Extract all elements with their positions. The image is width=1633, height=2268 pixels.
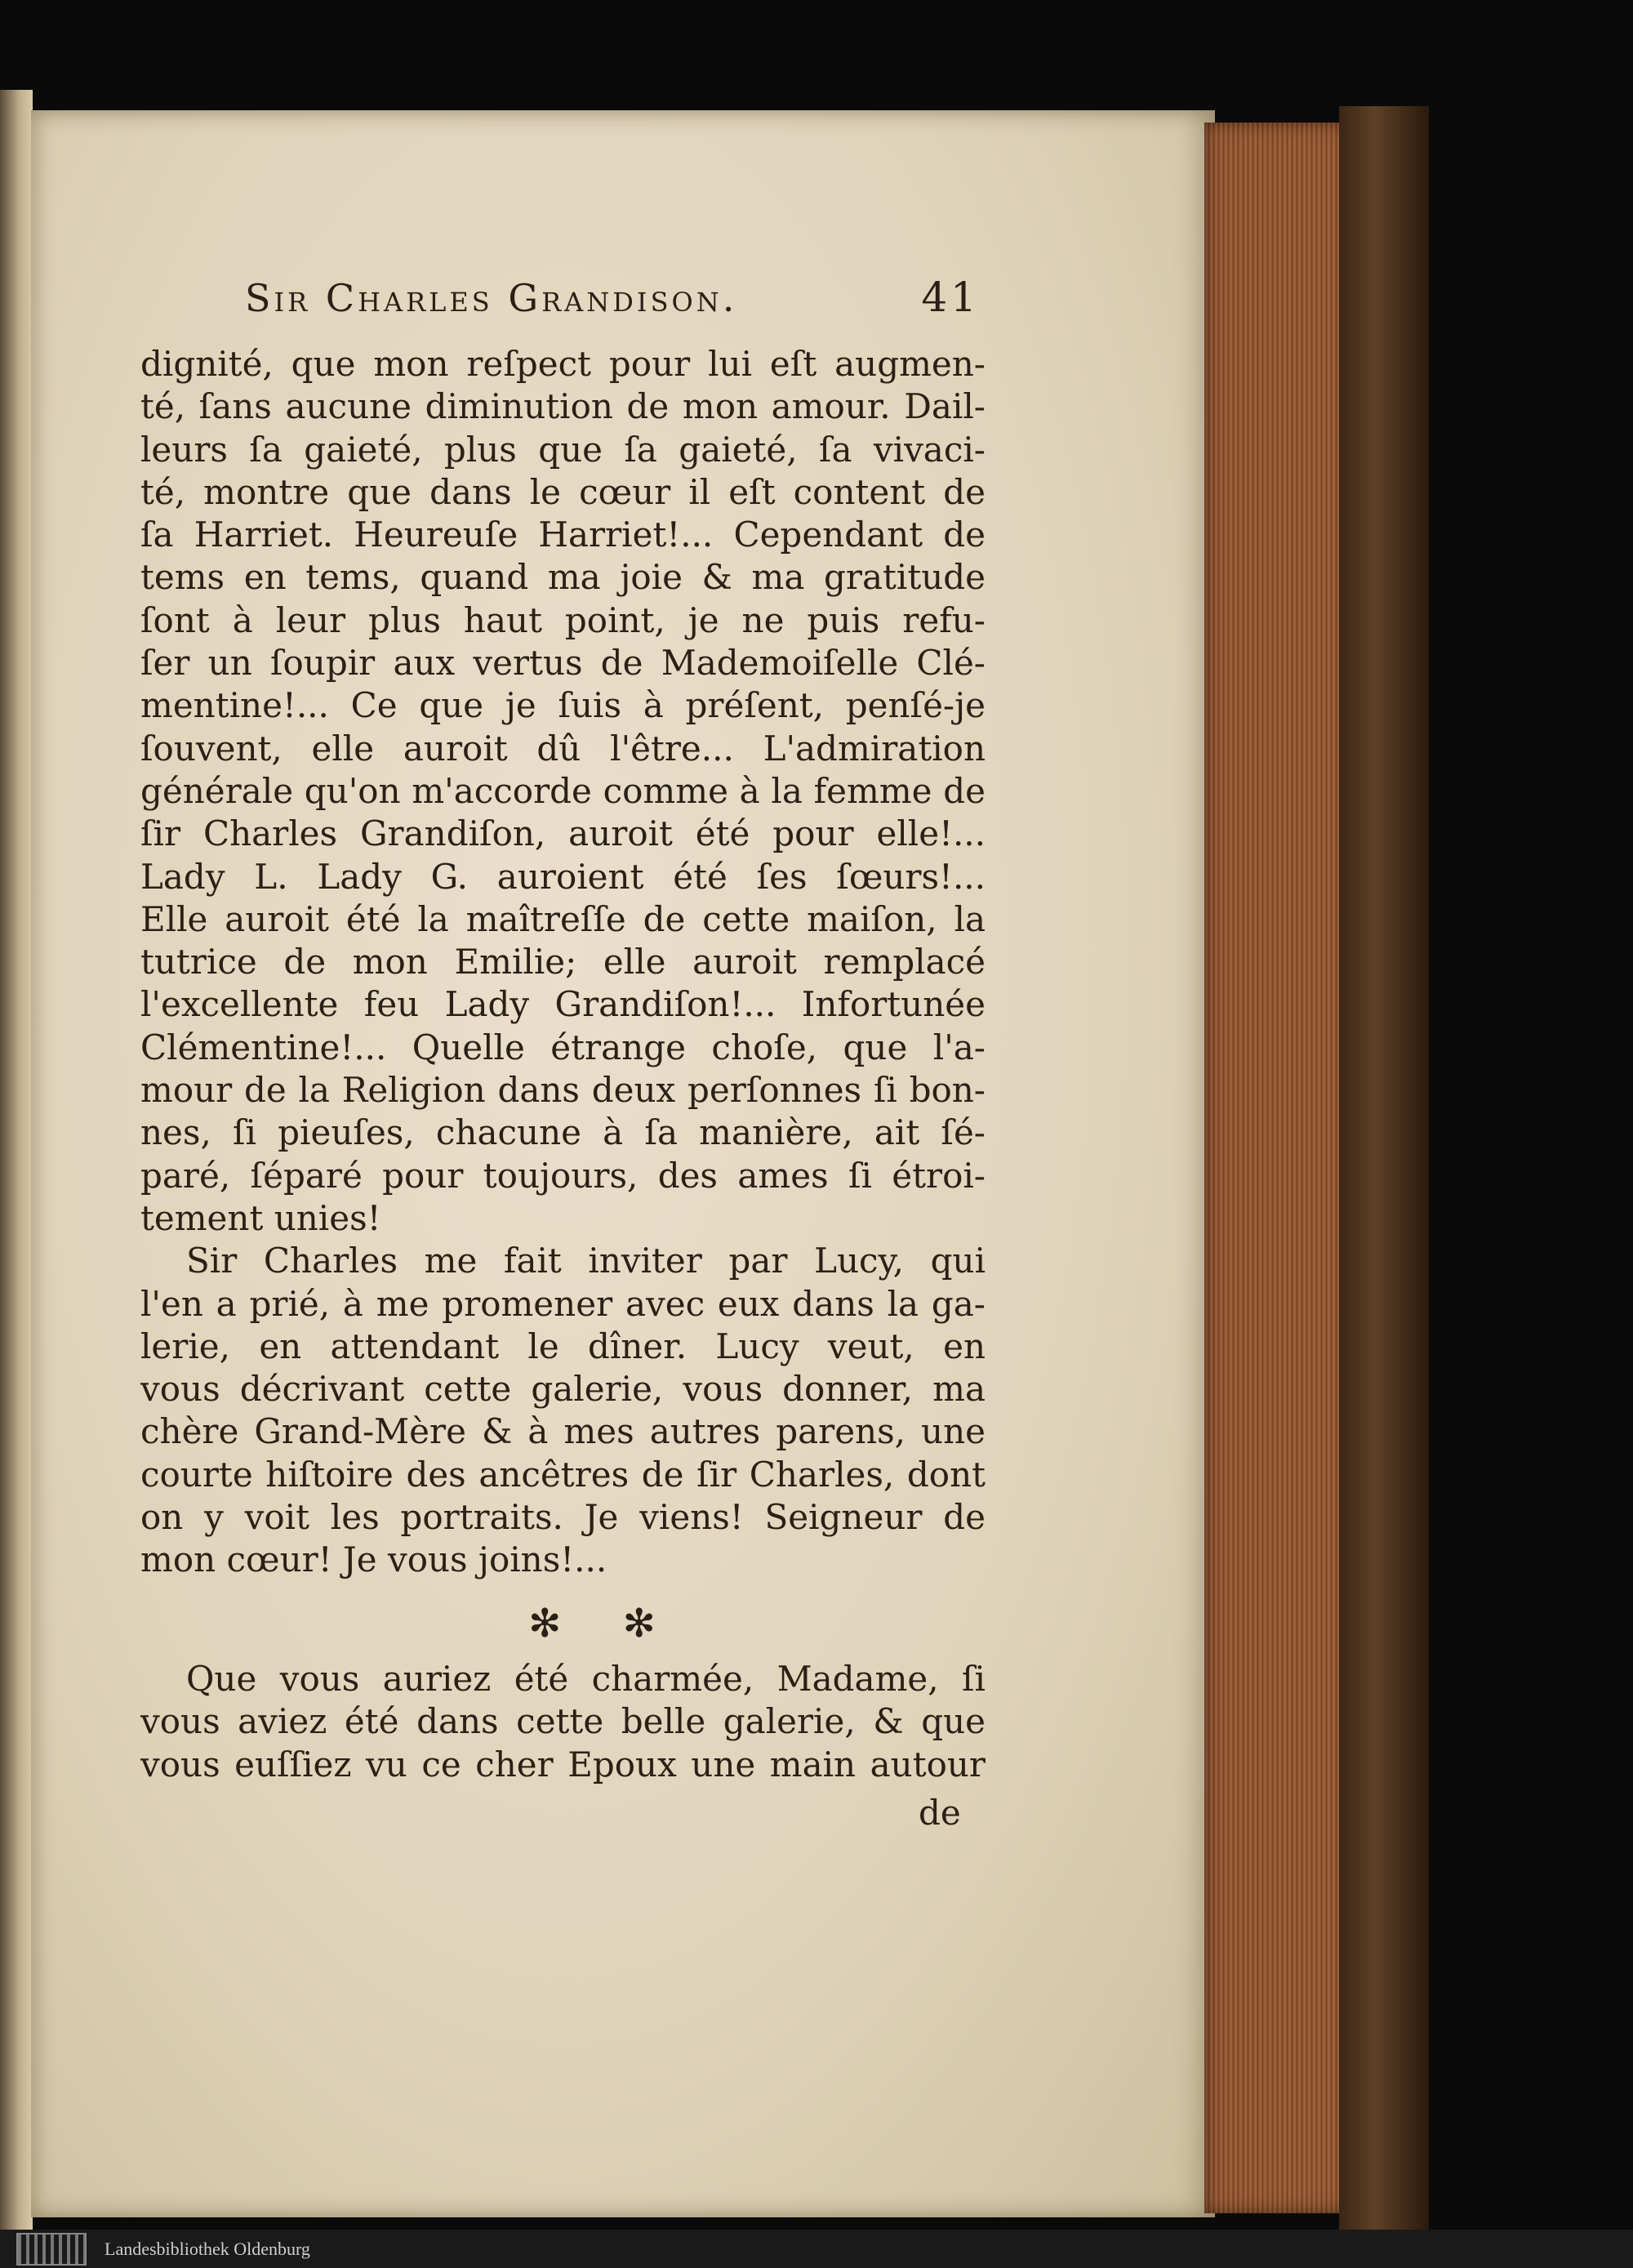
text-line: Lady L. Lady G. auroient été ſes ſœurs!... — [140, 856, 986, 897]
text-line: tement unies! — [140, 1197, 381, 1238]
text-line: paré, ſéparé pour toujours, des ames ſi étroi- — [140, 1155, 986, 1196]
text-line: mentine!... Ce que je ſuis à préſent, penſé-je — [140, 685, 986, 726]
section-ornament — [0, 1601, 1184, 1646]
text-line: mour de la Religion dans deux perſonnes ſi bon- — [140, 1070, 986, 1111]
previous-page-edge — [0, 90, 33, 2230]
text-line: tutrice de mon Emilie; elle auroit remplacé — [140, 942, 986, 983]
text-line: vous aviez été dans cette belle galerie, & que — [140, 1701, 986, 1742]
text-line: vous décrivant cette galerie, vous donner, ma — [140, 1369, 986, 1410]
text-line: ſont à leur plus haut point, je ne puis refu- — [140, 599, 986, 640]
main-text-continued — [140, 1658, 986, 1786]
text-line: vous euſſiez vu ce cher Epoux une main autour — [140, 1744, 986, 1785]
asterism-icon: ✻ — [528, 1601, 562, 1646]
running-title: Sir Charles Grandison. — [245, 276, 738, 320]
text-line: dignité, que mon reſpect pour lui eſt augmen- — [140, 344, 986, 384]
text-line: Clémentine!... Quelle étrange choſe, que l'a- — [140, 1027, 986, 1067]
page-number: 41 — [921, 274, 980, 321]
main-text — [140, 343, 986, 1582]
text-line: Que vous auriez été charmée, Madame, ſi — [186, 1659, 986, 1699]
text-line: Elle auroit été la maîtreſſe de cette maiſon, la — [140, 898, 986, 939]
text-line: leurs ſa gaieté, plus que ſa gaieté, ſa vivaci- — [140, 429, 986, 470]
text-line: té, ſans aucune diminution de mon amour. Dail- — [140, 386, 986, 427]
text-line: chère Grand-Mère & à mes autres parens, une — [140, 1411, 986, 1452]
library-logo-icon — [16, 2233, 87, 2266]
page-block-edges — [1204, 123, 1355, 2213]
text-line: ſer un ſoupir aux vertus de Mademoiſelle Clé- — [140, 643, 986, 684]
text-line: tems en tems, quand ma joie & ma gratitude — [140, 557, 986, 598]
footer-bar — [0, 2230, 1633, 2268]
text-line: on y voit les portraits. Je viens! Seigneur de — [140, 1497, 986, 1538]
text-line: l'en a prié, à me promener avec eux dans la ga- — [140, 1283, 986, 1324]
text-line: générale qu'on m'accorde comme à la femme de — [140, 770, 986, 811]
text-line: ſouvent, elle auroit dû l'être... L'admiration — [140, 728, 986, 769]
catchword: de — [919, 1793, 961, 1833]
text-line: courte hiſtoire des ancêtres de ſir Charles, dont — [140, 1454, 986, 1495]
text-line: ſir Charles Grandiſon, auroit été pour elle!... — [140, 813, 986, 854]
text-line: té, montre que dans le cœur il eſt content de — [140, 471, 986, 512]
text-line: nes, ſi pieuſes, chacune à ſa manière, ait ſé- — [140, 1112, 986, 1153]
text-line: Sir Charles me fait inviter par Lucy, qui — [186, 1241, 986, 1281]
text-line: ſa Harriet. Heureuſe Harriet!... Cependant de — [140, 515, 986, 555]
text-line: lerie, en attendant le dîner. Lucy veut, en — [140, 1326, 986, 1366]
book-cover — [1339, 106, 1429, 2246]
institution-label: Landesbibliothek Oldenburg — [105, 2238, 310, 2259]
asterism-icon: ✻ — [622, 1601, 656, 1646]
text-line: l'excellente feu Lady Grandiſon!... Infortunée — [140, 984, 986, 1025]
text-line: mon cœur! Je vous joins!... — [140, 1539, 607, 1580]
running-header — [245, 274, 980, 339]
